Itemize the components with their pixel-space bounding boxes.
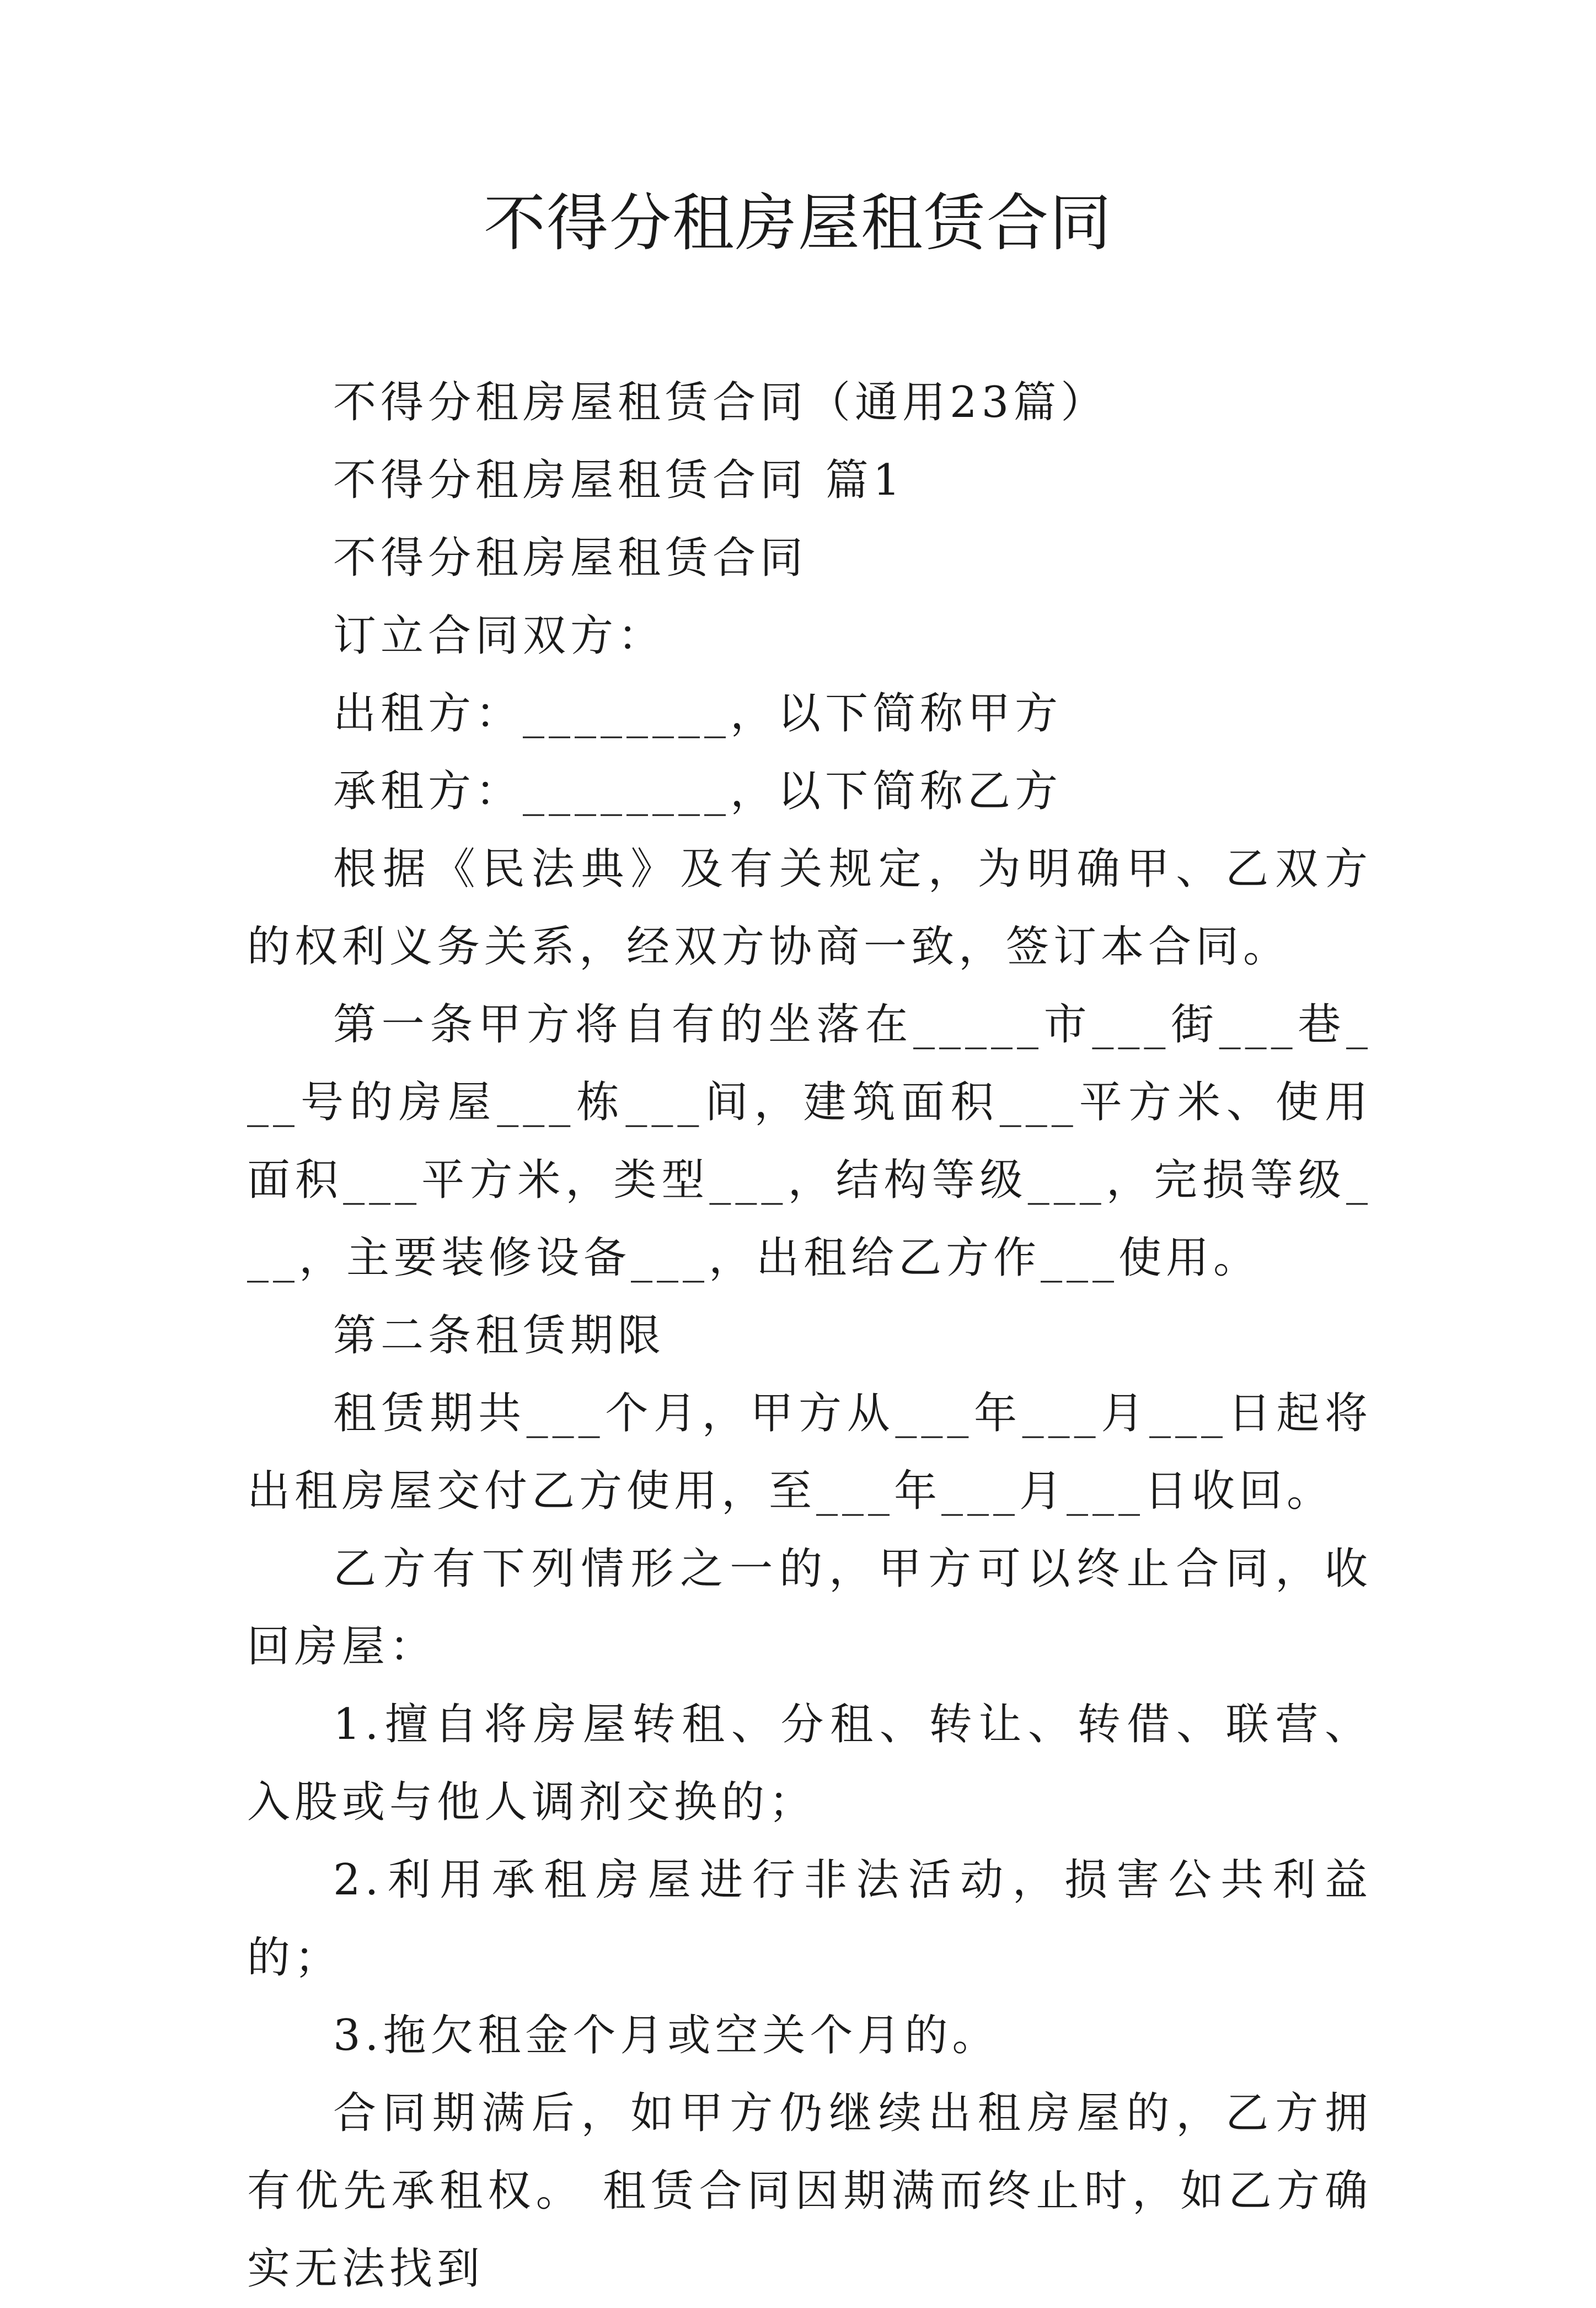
- paragraph-legal-basis: 根据《民法典》及有关规定，为明确甲、乙双方的权利义务关系，经双方协商一致，签订本合同。: [247, 844, 1372, 972]
- paragraph-condition-2: 2.利用承租房屋进行非法活动，损害公共利益的；: [247, 1855, 1372, 1983]
- paragraph-condition-1: 1.擅自将房屋转租、分租、转让、转借、联营、入股或与他人调剂交换的；: [247, 1700, 1372, 1827]
- paragraph-parties-heading: 订立合同双方：: [333, 611, 666, 661]
- paragraph-contract-name: 不得分租房屋租赁合同: [333, 533, 808, 583]
- paragraph-lessor: 出租方：________，以下简称甲方: [333, 689, 1063, 738]
- paragraph-termination-conditions: 乙方有下列情形之一的，甲方可以终止合同，收回房屋：: [247, 1544, 1372, 1672]
- paragraph-article-heading: 不得分租房屋租赁合同 篇1: [333, 456, 905, 505]
- paragraph-lease-term: 租赁期共___个月，甲方从___年___月___日起将出租房屋交付乙方使用，至___年___月___日收回。: [247, 1389, 1372, 1516]
- paragraph-article-one: 第一条甲方将自有的坐落在_____市___街___巷___号的房屋___栋___间，建筑面积___平方米、使用面积___平方米，类型___，结构等级___，完损等级___，主要装修设备___，出租给乙方作___使用。: [247, 1000, 1372, 1283]
- paragraph-lessee: 承租方：________，以下简称乙方: [333, 767, 1063, 816]
- paragraph-collection-title: 不得分租房屋租赁合同（通用23篇）: [333, 378, 1108, 427]
- paragraph-article-two-heading: 第二条租赁期限: [333, 1311, 666, 1361]
- document-body: [247, 364, 1372, 2308]
- paragraph-renewal-priority: 合同期满后，如甲方仍继续出租房屋的，乙方拥有优先承租权。 租赁合同因期满而终止时，如乙方确实无法找到: [247, 2089, 1372, 2294]
- paragraph-condition-3: 3.拖欠租金个月或空关个月的。: [333, 2011, 1000, 2060]
- document-title: 不得分租房屋租赁合同: [484, 188, 1112, 259]
